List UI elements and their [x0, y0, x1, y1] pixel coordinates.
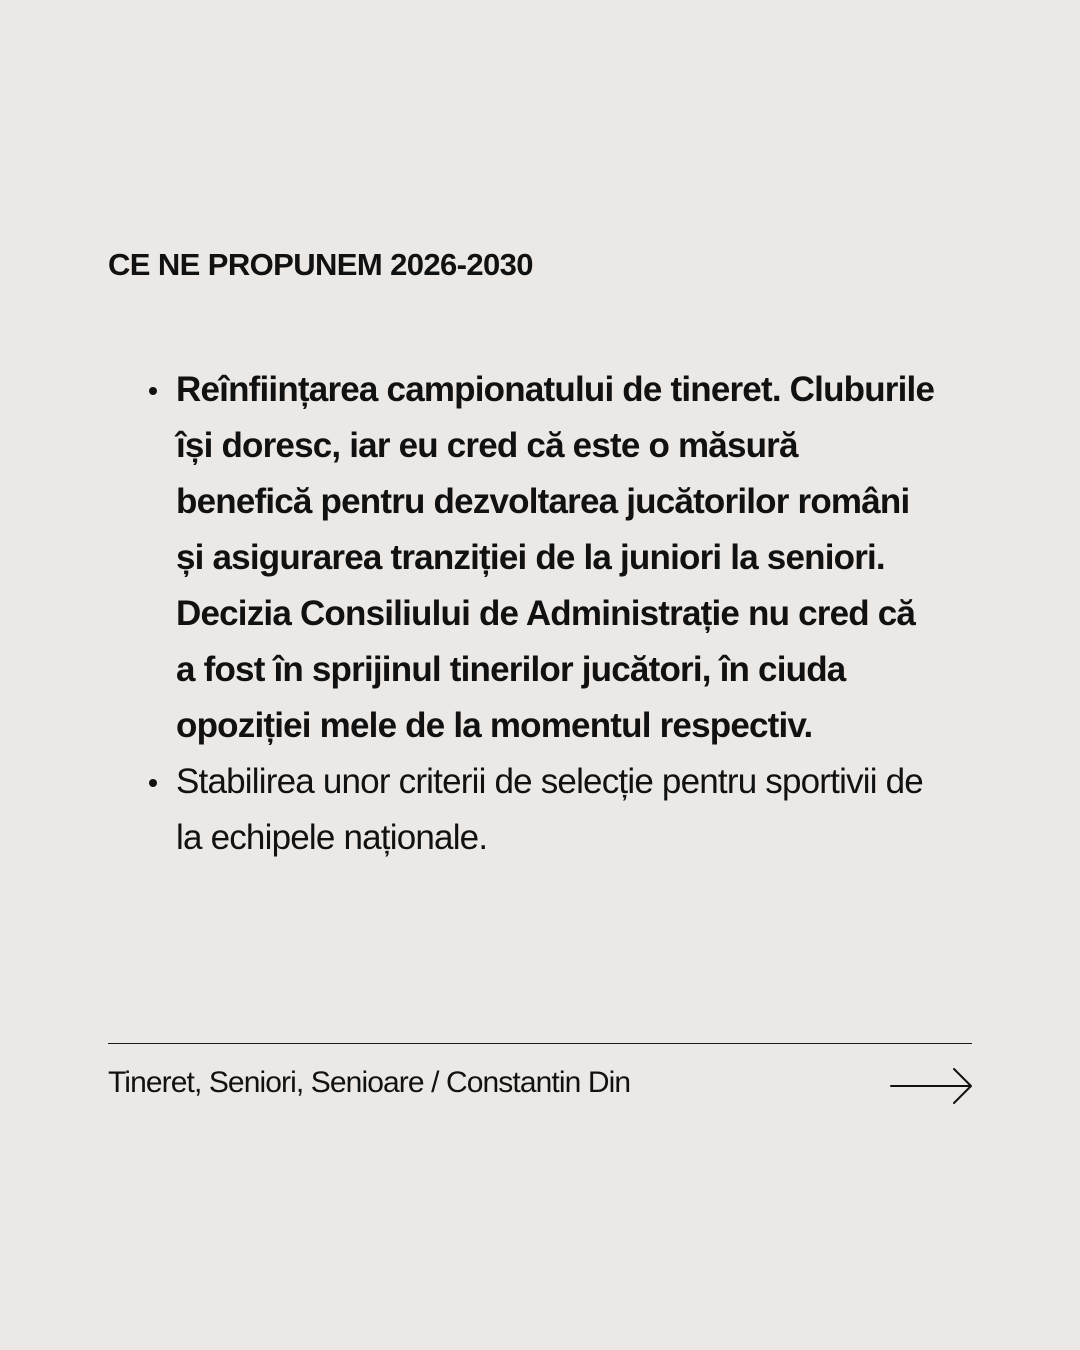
- section-title: CE NE PROPUNEM 2026-2030: [108, 247, 533, 282]
- proposal-list: [140, 362, 940, 866]
- list-item: [140, 362, 940, 754]
- list-item: [140, 754, 940, 866]
- bullet-icon: [149, 387, 157, 395]
- list-item-text: Reînființarea campionatului de tineret. Cluburile își doresc, iar eu cred că este o măsură benefică pentru dezvoltarea jucătorilor români și asigurarea tranziției de la juniori la seniori. Decizia Consiliului de Administrație nu cred că a fost în sprijinul tinerilor jucători, în ciuda opoziției mele de la momentul respectiv.: [176, 370, 935, 745]
- arrow-right-icon[interactable]: [890, 1066, 974, 1106]
- list-item-text: Stabilirea unor criterii de selecție pentru sportivii de la echipele naționale.: [176, 762, 923, 857]
- bullet-icon: [149, 779, 157, 787]
- footer-divider: [108, 1043, 972, 1044]
- footer-caption: Tineret, Seniori, Senioare / Constantin Din: [108, 1066, 631, 1099]
